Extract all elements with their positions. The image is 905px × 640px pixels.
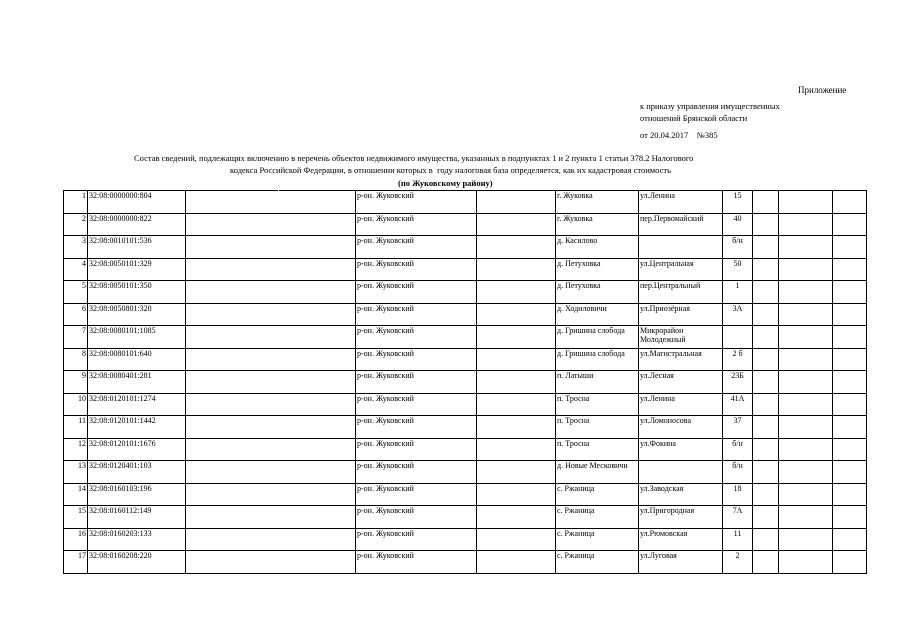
street: ул.Ломоносова [639,416,723,439]
district: р-он. Жуковский [356,551,477,574]
empty-cell [477,303,556,326]
empty-cell [279,303,356,326]
street: ул.Лесная [639,371,723,394]
table-row [64,528,867,551]
locality: г. Жуковка [556,191,639,214]
empty-cell [779,528,833,551]
empty-cell [186,191,279,214]
row-number: 15 [64,506,88,529]
empty-cell [753,303,779,326]
row-number: 10 [64,393,88,416]
cadastral-number: 32:08:0120101:1274 [88,393,186,416]
empty-cell [477,551,556,574]
empty-cell [186,258,279,281]
empty-cell [477,348,556,371]
district: р-он. Жуковский [356,191,477,214]
locality: с. Ржаница [556,551,639,574]
empty-cell [753,483,779,506]
empty-cell [279,506,356,529]
empty-cell [477,528,556,551]
table-row [64,348,867,371]
street: ул.Ленина [639,191,723,214]
empty-cell [186,303,279,326]
empty-cell [833,528,867,551]
empty-cell [753,461,779,484]
empty-cell [477,281,556,304]
locality: с. Ржаница [556,528,639,551]
district: р-он. Жуковский [356,438,477,461]
district: р-он. Жуковский [356,416,477,439]
empty-cell [779,348,833,371]
house-number: б/н [723,461,753,484]
locality: д. Петуховка [556,281,639,304]
district: р-он. Жуковский [356,348,477,371]
document-title-line1: Состав сведений, подлежащих включению в перечень объектов недвижимого имущества, указанных в подпунктах 1 и 2 пункта 1 статьи 378.2 Налогового [134,153,694,163]
locality: п. Латыши [556,371,639,394]
locality: г. Жуковка [556,213,639,236]
order-reference-line2: отношений Брянской области [640,113,748,123]
empty-cell [477,416,556,439]
empty-cell [833,371,867,394]
empty-cell [279,461,356,484]
empty-cell [279,236,356,259]
row-number: 4 [64,258,88,281]
empty-cell [186,416,279,439]
house-number: 18 [723,483,753,506]
row-number: 7 [64,326,88,349]
order-reference-line1: к приказу управления имущественных [640,101,780,111]
empty-cell [833,191,867,214]
empty-cell [753,528,779,551]
empty-cell [186,528,279,551]
document-title-line2: кодекса Российской Федерации, в отношении которых в году налоговая база определяется, как их кадастровая стоимость [230,165,672,175]
cadastral-number: 32:08:0120401:103 [88,461,186,484]
empty-cell [753,258,779,281]
row-number: 14 [64,483,88,506]
house-number [723,326,753,349]
street: ул.Магистральная [639,348,723,371]
empty-cell [186,393,279,416]
street: ул.Луговая [639,551,723,574]
row-number: 12 [64,438,88,461]
house-number: б/н [723,236,753,259]
empty-cell [477,393,556,416]
empty-cell [186,326,279,349]
table-row [64,551,867,574]
empty-cell [833,281,867,304]
table-row [64,461,867,484]
empty-cell [779,506,833,529]
empty-cell [279,416,356,439]
empty-cell [833,348,867,371]
table-row [64,191,867,214]
cadastral-number: 32:08:0160103:196 [88,483,186,506]
empty-cell [477,438,556,461]
house-number: 41А [723,393,753,416]
empty-cell [279,393,356,416]
locality: п. Тросна [556,416,639,439]
empty-cell [753,438,779,461]
empty-cell [279,483,356,506]
empty-cell [753,393,779,416]
empty-cell [779,416,833,439]
street: ул.Фокина [639,438,723,461]
empty-cell [279,348,356,371]
row-number: 2 [64,213,88,236]
row-number: 6 [64,303,88,326]
empty-cell [477,506,556,529]
cadastral-number: 32:08:0160208:220 [88,551,186,574]
empty-cell [186,483,279,506]
empty-cell [477,191,556,214]
empty-cell [279,191,356,214]
empty-cell [186,281,279,304]
empty-cell [753,281,779,304]
empty-cell [753,213,779,236]
street: ул.Пригородная [639,506,723,529]
empty-cell [779,483,833,506]
empty-cell [833,483,867,506]
house-number: 40 [723,213,753,236]
empty-cell [753,371,779,394]
empty-cell [779,438,833,461]
house-number: б/н [723,438,753,461]
empty-cell [753,506,779,529]
table-row [64,506,867,529]
empty-cell [477,236,556,259]
empty-cell [186,348,279,371]
appendix-label: Приложение [798,85,847,95]
empty-cell [186,371,279,394]
cadastral-number: 32:08:0160203:133 [88,528,186,551]
district: р-он. Жуковский [356,236,477,259]
locality: д. Касилово [556,236,639,259]
empty-cell [779,303,833,326]
empty-cell [779,551,833,574]
district: р-он. Жуковский [356,483,477,506]
locality: д. Новые Месковичи [556,461,639,484]
street: Микрорайон Молодежный [639,326,723,349]
street [639,461,723,484]
row-number: 9 [64,371,88,394]
empty-cell [779,371,833,394]
cadastral-number: 32:08:0080101:1085 [88,326,186,349]
cadastral-number: 32:08:0120101:1442 [88,416,186,439]
table-row [64,236,867,259]
locality: д. Петуховка [556,258,639,281]
table-row [64,416,867,439]
empty-cell [833,551,867,574]
empty-cell [477,483,556,506]
house-number: 2 б [723,348,753,371]
district: р-он. Жуковский [356,213,477,236]
street: ул.Центральная [639,258,723,281]
house-number: 15 [723,191,753,214]
empty-cell [186,551,279,574]
cadastral-number: 32:08:0000000:804 [88,191,186,214]
empty-cell [186,461,279,484]
empty-cell [477,326,556,349]
empty-cell [833,303,867,326]
order-date: от 20.04.2017 №385 [640,130,718,140]
empty-cell [477,213,556,236]
house-number: 3А [723,303,753,326]
row-number: 16 [64,528,88,551]
document-title-district: (по Жуковскому району) [398,178,493,188]
table-row [64,281,867,304]
street: ул.Заводская [639,483,723,506]
row-number: 8 [64,348,88,371]
row-number: 11 [64,416,88,439]
table-row [64,213,867,236]
table-row [64,303,867,326]
table-row [64,326,867,349]
cadastral-number: 32:08:0050801:320 [88,303,186,326]
empty-cell [833,258,867,281]
empty-cell [186,236,279,259]
empty-cell [753,416,779,439]
empty-cell [779,326,833,349]
empty-cell [779,461,833,484]
street: пер.Центральный [639,281,723,304]
empty-cell [279,281,356,304]
empty-cell [833,213,867,236]
row-number: 3 [64,236,88,259]
empty-cell [779,236,833,259]
house-number: 37 [723,416,753,439]
row-number: 1 [64,191,88,214]
district: р-он. Жуковский [356,303,477,326]
row-number: 17 [64,551,88,574]
empty-cell [753,551,779,574]
empty-cell [279,213,356,236]
empty-cell [753,236,779,259]
empty-cell [186,506,279,529]
locality: с. Ржаница [556,483,639,506]
cadastral-number: 32:08:0000000:822 [88,213,186,236]
district: р-он. Жуковский [356,506,477,529]
cadastral-number: 32:08:0050101:329 [88,258,186,281]
district: р-он. Жуковский [356,393,477,416]
empty-cell [279,551,356,574]
cadastral-number: 32:08:0120101:1676 [88,438,186,461]
locality: п. Тросна [556,438,639,461]
empty-cell [186,213,279,236]
empty-cell [186,438,279,461]
street: ул.Ленина [639,393,723,416]
empty-cell [833,506,867,529]
table-row [64,483,867,506]
locality: д. Гришина слобода [556,348,639,371]
empty-cell [779,258,833,281]
table-row [64,438,867,461]
empty-cell [279,258,356,281]
locality: д. Гришина слобода [556,326,639,349]
empty-cell [279,326,356,349]
house-number: 7А [723,506,753,529]
table-row [64,393,867,416]
empty-cell [779,191,833,214]
row-number: 5 [64,281,88,304]
empty-cell [833,438,867,461]
cadastral-number: 32:08:0050101:350 [88,281,186,304]
empty-cell [477,258,556,281]
row-number: 13 [64,461,88,484]
district: р-он. Жуковский [356,281,477,304]
empty-cell [833,461,867,484]
district: р-он. Жуковский [356,371,477,394]
district: р-он. Жуковский [356,326,477,349]
cadastral-number: 32:08:0010101:536 [88,236,186,259]
locality: с. Ржаница [556,506,639,529]
district: р-он. Жуковский [356,461,477,484]
empty-cell [779,213,833,236]
empty-cell [833,326,867,349]
empty-cell [279,438,356,461]
house-number: 1 [723,281,753,304]
table-row [64,258,867,281]
cadastral-number: 32:08:0080401:281 [88,371,186,394]
street: пер.Первомайский [639,213,723,236]
empty-cell [753,191,779,214]
empty-cell [477,371,556,394]
cadastral-number: 32:08:0080101:640 [88,348,186,371]
empty-cell [779,393,833,416]
house-number: 11 [723,528,753,551]
empty-cell [833,236,867,259]
house-number: 2 [723,551,753,574]
empty-cell [753,348,779,371]
empty-cell [279,371,356,394]
empty-cell [833,393,867,416]
district: р-он. Жуковский [356,258,477,281]
street: ул.Рюмовская [639,528,723,551]
house-number: 23Б [723,371,753,394]
locality: п. Тросна [556,393,639,416]
table-row [64,371,867,394]
cadastral-number: 32:08:0160112:149 [88,506,186,529]
empty-cell [779,281,833,304]
empty-cell [477,461,556,484]
empty-cell [753,326,779,349]
empty-cell [279,528,356,551]
street [639,236,723,259]
street: ул.Приозёрная [639,303,723,326]
empty-cell [833,416,867,439]
locality: д. Ходиловичи [556,303,639,326]
district: р-он. Жуковский [356,528,477,551]
property-list-table [63,190,867,574]
house-number: 50 [723,258,753,281]
